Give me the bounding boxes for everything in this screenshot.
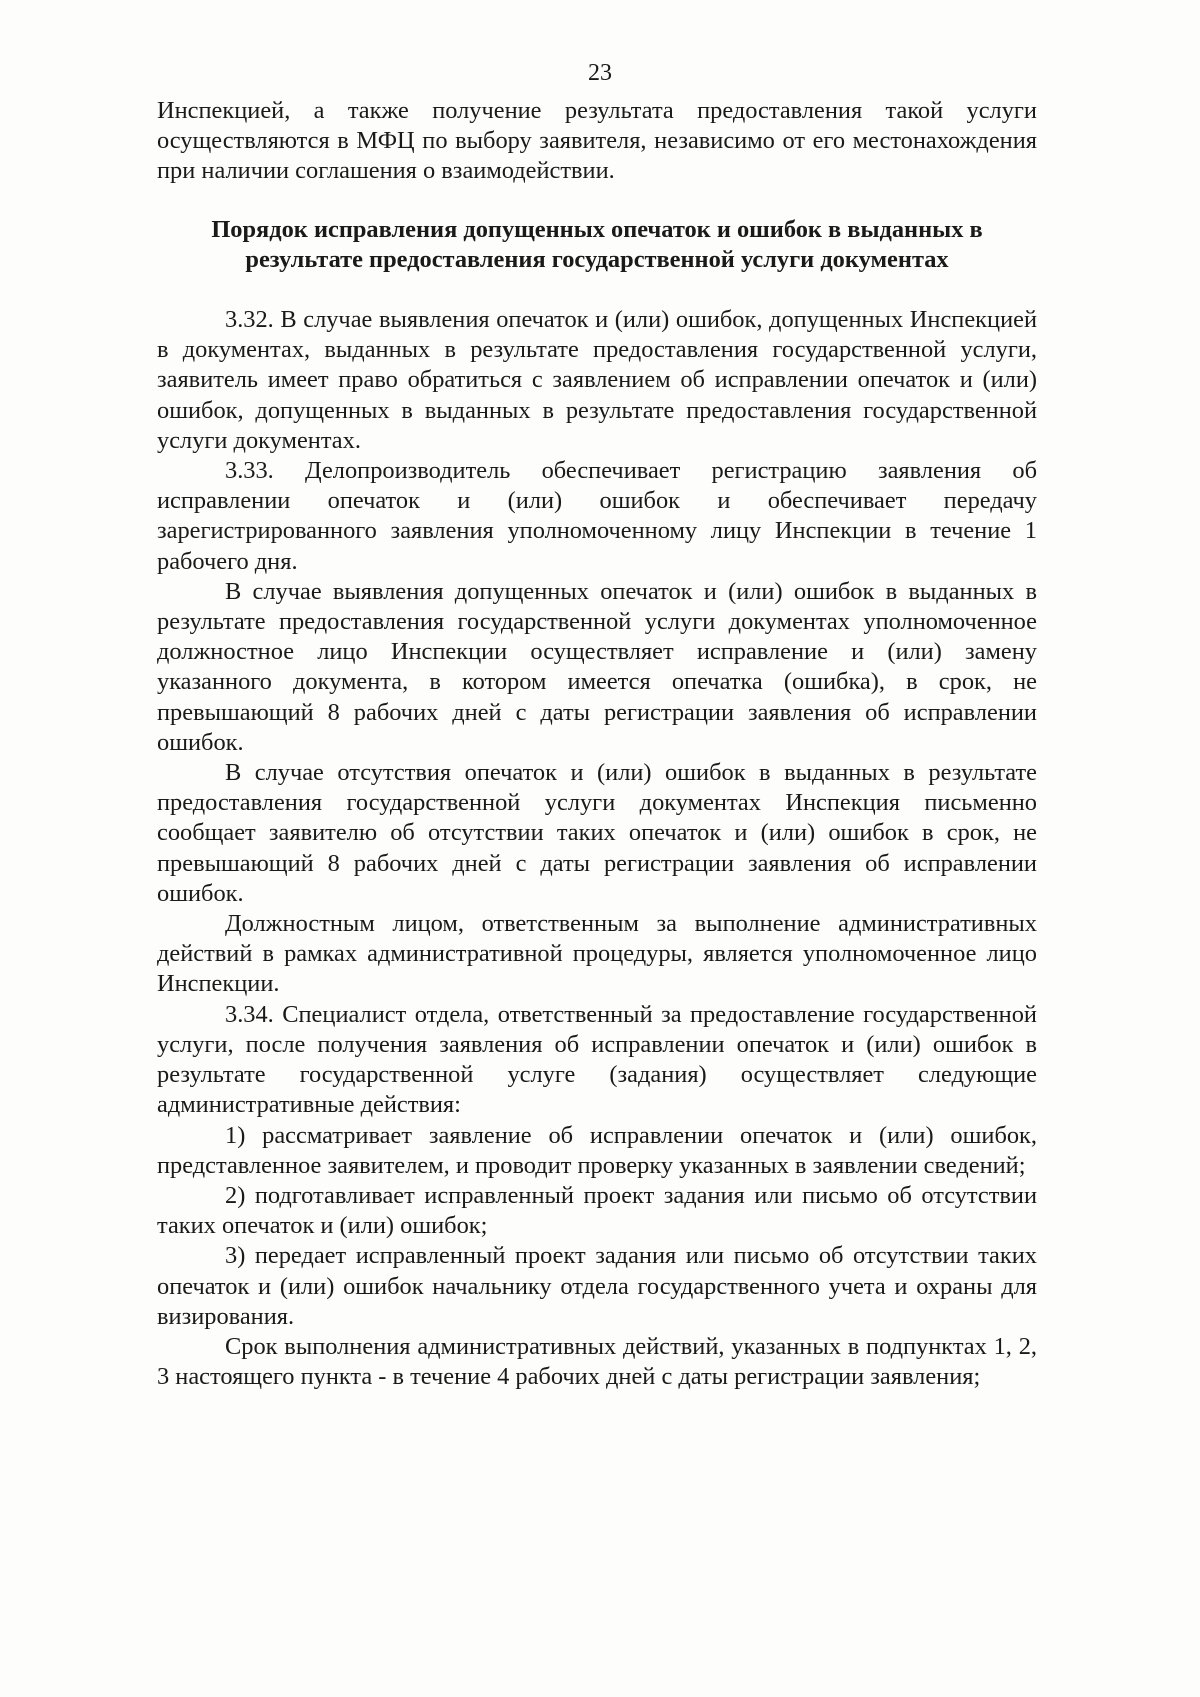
paragraph-deadline: Срок выполнения административных действий, указанных в подпунктах 1, 2, 3 настоящего пункта - в течение 4 рабочих дней с даты регистрации заявления; [157, 1332, 1037, 1391]
paragraph-3-32: 3.32. В случае выявления опечаток и (или) ошибок, допущенных Инспекцией в документах, выданных в результате предоставления государственной услуги, заявитель имеет право обратиться с заявлением об исправлении опечаток и (или) ошибок, допущенных в выданных в результате предоставления государственной услуги документах. [157, 306, 1037, 454]
list-item-1: 1) рассматривает заявление об исправлении опечаток и (или) ошибок, представленное заявителем, и проводит проверку указанных в заявлении сведений; [157, 1121, 1037, 1179]
intro-paragraph: Инспекцией, а также получение результата предоставления такой услуги осуществляются в МФЦ по выбору заявителя, независимо от его местонахождения при наличии соглашения о взаимодействии. [157, 97, 1037, 185]
paragraph-3-34: 3.34. Специалист отдела, ответственный за предоставление государственной услуги, после получения заявления об исправлении опечаток и (или) ошибок в результате государственной услуге (задания) осуществляет следующие административные действия: [157, 1000, 1037, 1119]
page-number: 23 [588, 60, 612, 86]
paragraph-3-33: 3.33. Делопроизводитель обеспечивает регистрацию заявления об исправлении опечаток и (или) ошибок и обеспечивает передачу зарегистрированного заявления уполномоченному лицу Инспекции в течение 1 рабочего дня. [157, 457, 1037, 575]
section-heading: Порядок исправления допущенных опечаток и ошибок в выданных в результате предоставления государственной услуги документах [211, 215, 983, 273]
paragraph-responsible-person: Должностным лицом, ответственным за выполнение административных действий в рамках административной процедуры, является уполномоченное лицо Инспекции. [157, 910, 1037, 998]
paragraph-errors-found: В случае выявления допущенных опечаток и (или) ошибок в выданных в результате предоставления государственной услуги документах уполномоченное должностное лицо Инспекции осуществляет исправление и (или) замену указанного документа, в котором имеется опечатка (ошибка), в срок, не превышающий 8 рабочих дней с даты регистрации заявления об исправлении ошибок. [157, 577, 1037, 756]
list-item-3: 3) передает исправленный проект задания или письмо об отсутствии таких опечаток и (или) ошибок начальнику отдела государственного учета и охраны для визирования. [157, 1242, 1037, 1330]
paragraph-no-errors: В случае отсутствия опечаток и (или) ошибок в выданных в результате предоставления государственной услуги документах Инспекция письменно сообщает заявителю об отсутствии таких опечаток и (или) ошибок в срок, не превышающий 8 рабочих дней с даты регистрации заявления об исправлении ошибок. [157, 759, 1037, 907]
document-body [157, 96, 1037, 1392]
list-item-2: 2) подготавливает исправленный проект задания или письмо об отсутствии таких опечаток и (или) ошибок; [157, 1181, 1037, 1240]
